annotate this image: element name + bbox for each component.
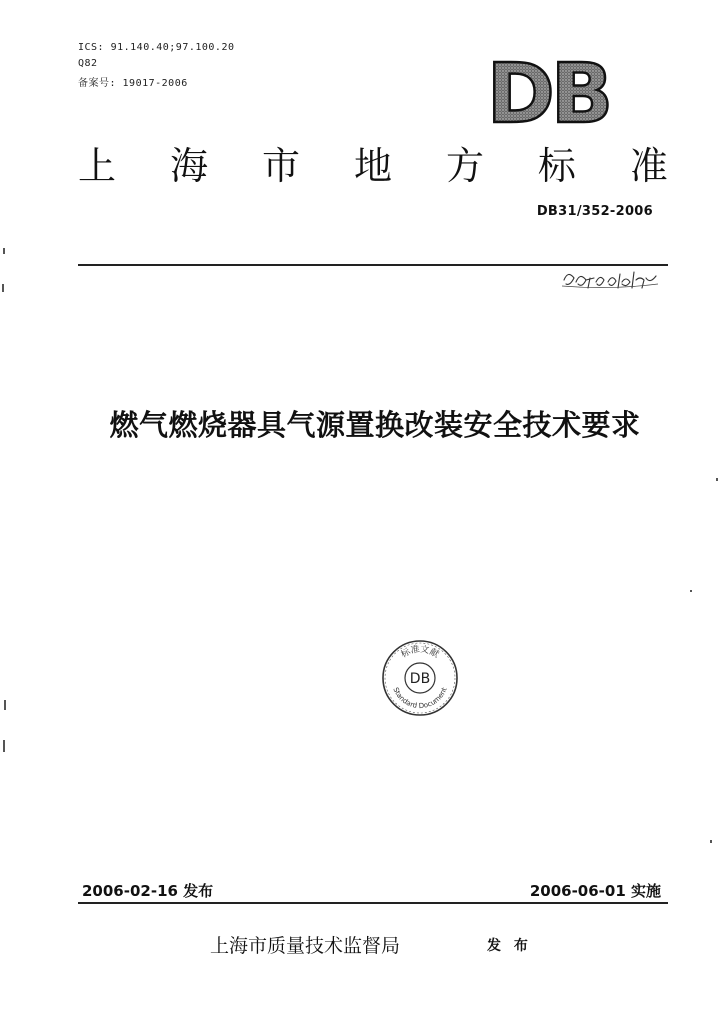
standard-type-char: 准 — [629, 144, 668, 188]
scan-speck — [3, 740, 5, 752]
scan-speck — [716, 478, 718, 481]
db-logo — [478, 58, 618, 128]
handwritten-note — [560, 266, 660, 292]
document-title: 燃气燃烧器具气源置换改装安全技术要求 — [109, 408, 641, 442]
standard-type-char: 地 — [353, 144, 392, 188]
issue-date: 2006-02-16 发布 — [82, 882, 214, 900]
standard-type-char: 海 — [169, 144, 208, 188]
standard-number: DB31/352-2006 — [536, 204, 653, 219]
classification-code: Q82 — [78, 58, 98, 69]
svg-text:标准文献 — [399, 643, 442, 661]
seal-ring-bottom-text: Standard Document — [391, 686, 449, 711]
standard-type-char: 上 — [78, 144, 117, 188]
scan-speck — [710, 840, 712, 843]
scan-speck — [690, 590, 692, 592]
standard-type-heading — [78, 142, 668, 190]
seal-center-text: DB — [409, 671, 431, 687]
document-seal — [380, 638, 460, 718]
ics-code: ICS: 91.140.40;97.100.20 — [78, 42, 235, 53]
scan-speck — [4, 700, 6, 710]
bottom-divider — [78, 902, 668, 904]
scan-speck — [2, 284, 4, 292]
standard-type-char: 标 — [537, 144, 576, 188]
publisher: 上海市质量技术监督局 — [210, 935, 401, 957]
standard-type-char: 方 — [445, 144, 484, 188]
standard-type-char: 市 — [261, 144, 300, 188]
seal-ring-top-text: 标准文献 — [399, 644, 441, 661]
scan-speck — [3, 248, 5, 254]
implementation-date: 2006-06-01 实施 — [529, 882, 661, 900]
publish-label: 发 布 — [487, 938, 532, 954]
db-logo-text: DB — [486, 58, 610, 128]
record-number: 备案号: 19017-2006 — [78, 78, 188, 89]
